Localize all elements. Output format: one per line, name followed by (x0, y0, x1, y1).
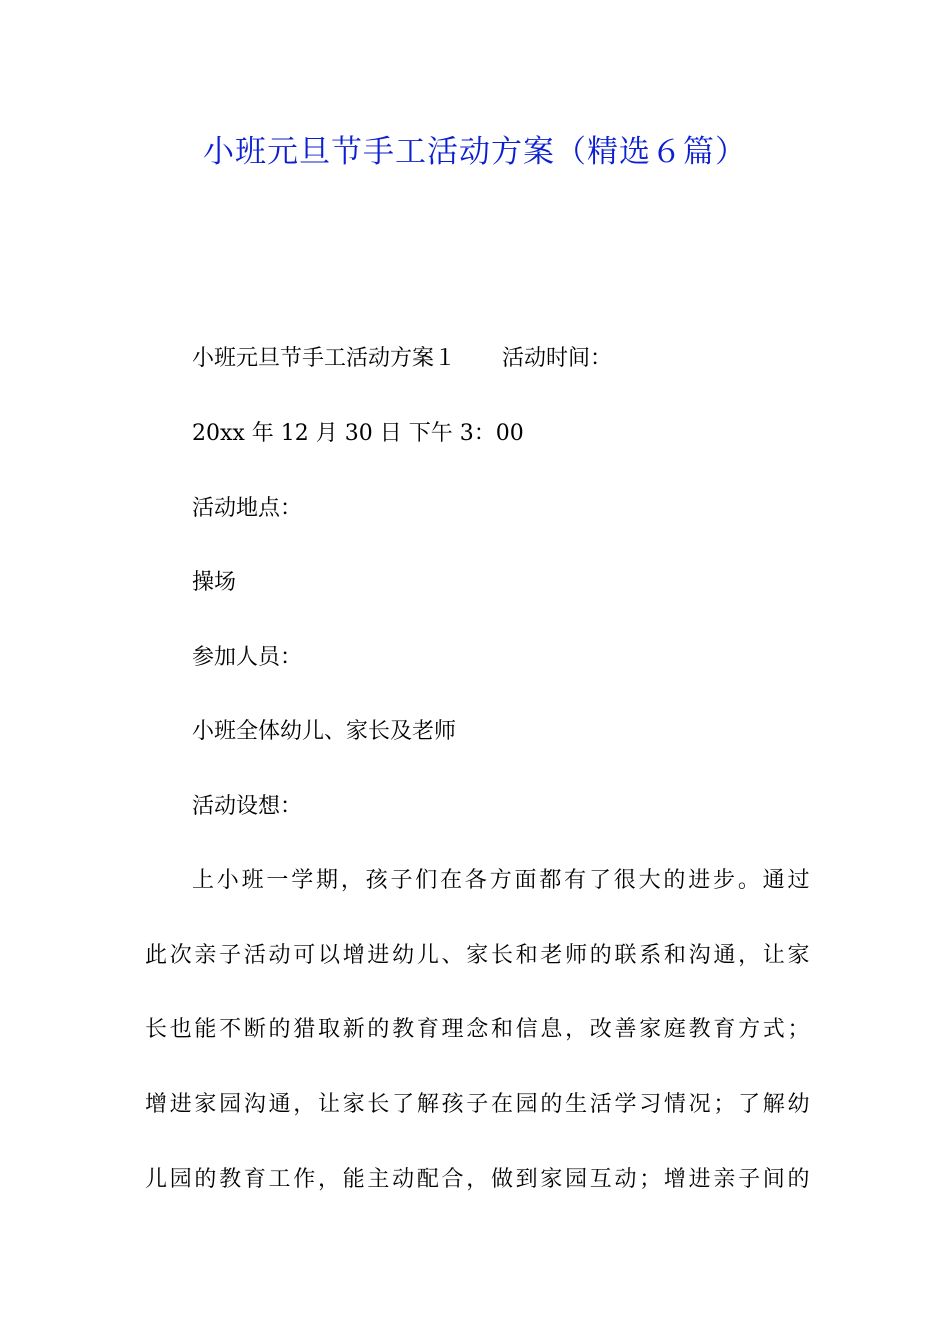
paragraph-line: 长也能不断的猎取新的教育理念和信息，改善家庭教育方式； (145, 1017, 810, 1042)
paragraph-line: 上小班一学期，孩子们在各方面都有了很大的进步。通过 (192, 868, 810, 893)
paragraph-line: 增进家园沟通，让家长了解孩子在园的生活学习情况；了解幼 (145, 1092, 810, 1117)
paragraph-line: 儿园的教育工作，能主动配合，做到家园互动；增进亲子间的 (145, 1167, 810, 1192)
activity-concept-label: 活动设想： (192, 794, 303, 819)
section-title: 小班元旦节手工活动方案１ (192, 346, 457, 371)
participants-label: 参加人员： (192, 645, 303, 670)
activity-time-value: 20xx 年 12 月 30 日 下午 3：00 (192, 421, 524, 446)
document-title: 小班元旦节手工活动方案（精选６篇） (203, 134, 747, 170)
activity-location-value: 操场 (192, 570, 237, 595)
activity-location-label: 活动地点： (192, 496, 303, 521)
participants-value: 小班全体幼儿、家长及老师 (192, 719, 457, 744)
paragraph-line: 此次亲子活动可以增进幼儿、家长和老师的联系和沟通，让家 (145, 943, 810, 968)
activity-time-label: 活动时间： (502, 346, 613, 371)
section-heading-line (192, 344, 612, 374)
